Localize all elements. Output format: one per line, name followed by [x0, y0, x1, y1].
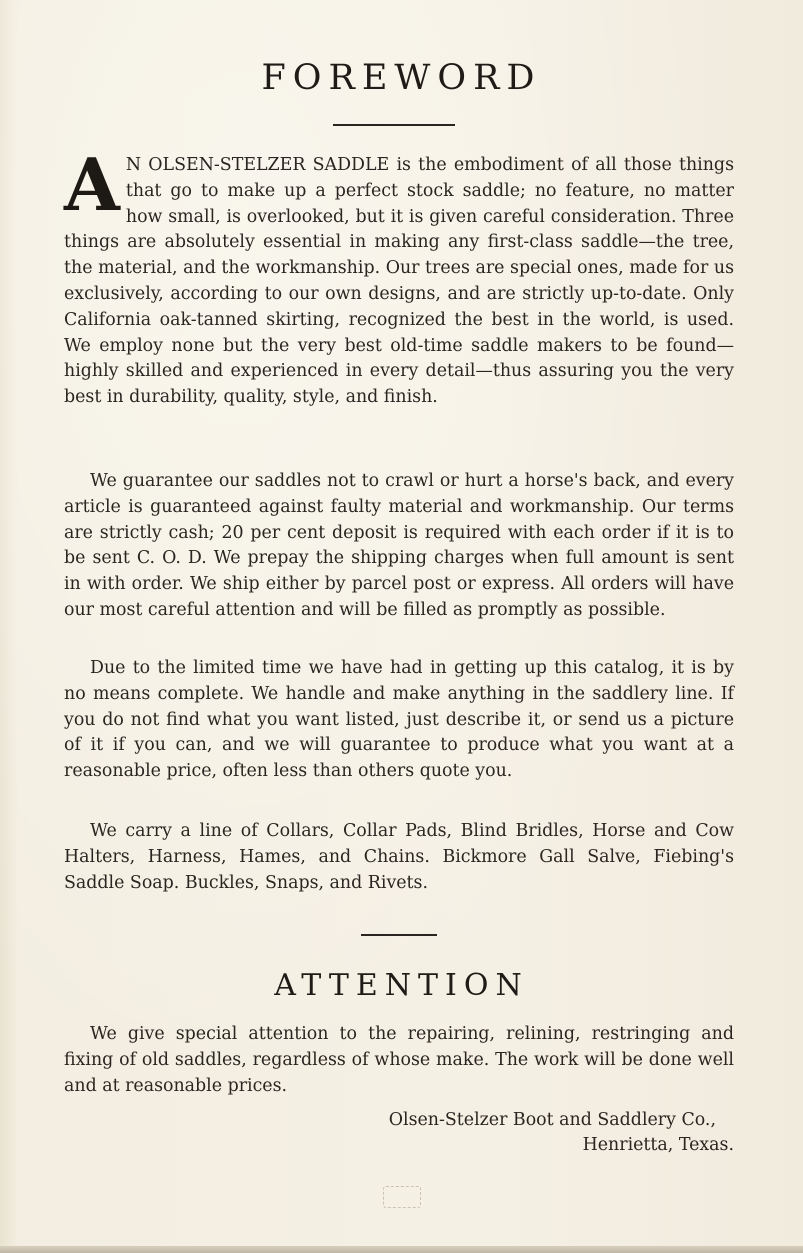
paragraph-text: N OLSEN-STELZER SADDLE is the embodiment of all those things that go to make up a perfect stock saddle; no feature, no matter how small, is overlooked, but it is given careful consideration. Three things are absolutely essential in making any first-class saddle—the tree, the material, and the workmanship. Our trees are special ones, made for us exclusively, according to our own designs, and are strictly up-to-date. Only California oak-tanned skirting, recognized the best in the world, is used. We employ none but the very best old-time saddle makers to be found—highly skilled and experienced in every detail—thus assuring you the very best in durability, quality, style, and finish. — [64, 155, 734, 408]
section-divider — [361, 934, 437, 936]
paragraph-text: We guarantee our saddles not to crawl or hurt a horse's back, and every article is guaranteed against faulty material and workmanship. Our terms are strictly cash; 20 per cent deposit is required with each order if it is to be sent C. O. D. We prepay the shipping charges when full amount is sent in with order. We ship either by parcel post or express. All orders will have our most careful attention and will be filled as promptly as possible. — [64, 471, 734, 620]
foreword-paragraph-4 — [64, 819, 734, 896]
attention-heading: ATTENTION — [274, 968, 529, 1003]
page-edge — [0, 1246, 803, 1253]
drop-cap: A — [64, 142, 120, 227]
foreword-paragraph-3 — [64, 656, 734, 785]
foreword-paragraph-2 — [64, 469, 734, 624]
paragraph-text: We give special attention to the repairing, relining, restringing and fixing of old saddles, regardless of whose make. The work will be done well and at reasonable prices. — [64, 1024, 734, 1096]
foreword-paragraph-1 — [64, 142, 734, 411]
heading-rule — [333, 124, 455, 126]
attention-paragraph — [64, 1022, 734, 1099]
paragraph-text: Due to the limited time we have had in getting up this catalog, it is by no means complete. We handle and make anything in the saddlery line. If you do not find what you want listed, just describe it, or send us a picture of it if you can, and we will guarantee to produce what you want at a reasonable price, often less than others quote you. — [64, 658, 734, 782]
signature-company: Olsen-Stelzer Boot and Saddlery Co., — [388, 1110, 716, 1130]
signature-place: Henrietta, Texas. — [582, 1135, 734, 1155]
foreword-heading: FOREWORD — [261, 58, 542, 98]
page-number-mark — [383, 1186, 421, 1208]
paragraph-text: We carry a line of Collars, Collar Pads, Blind Bridles, Horse and Cow Halters, Harness, Hames, and Chains. Bickmore Gall Salve, Fiebing's Saddle Soap. Buckles, Snaps, and Rivets. — [64, 821, 734, 893]
